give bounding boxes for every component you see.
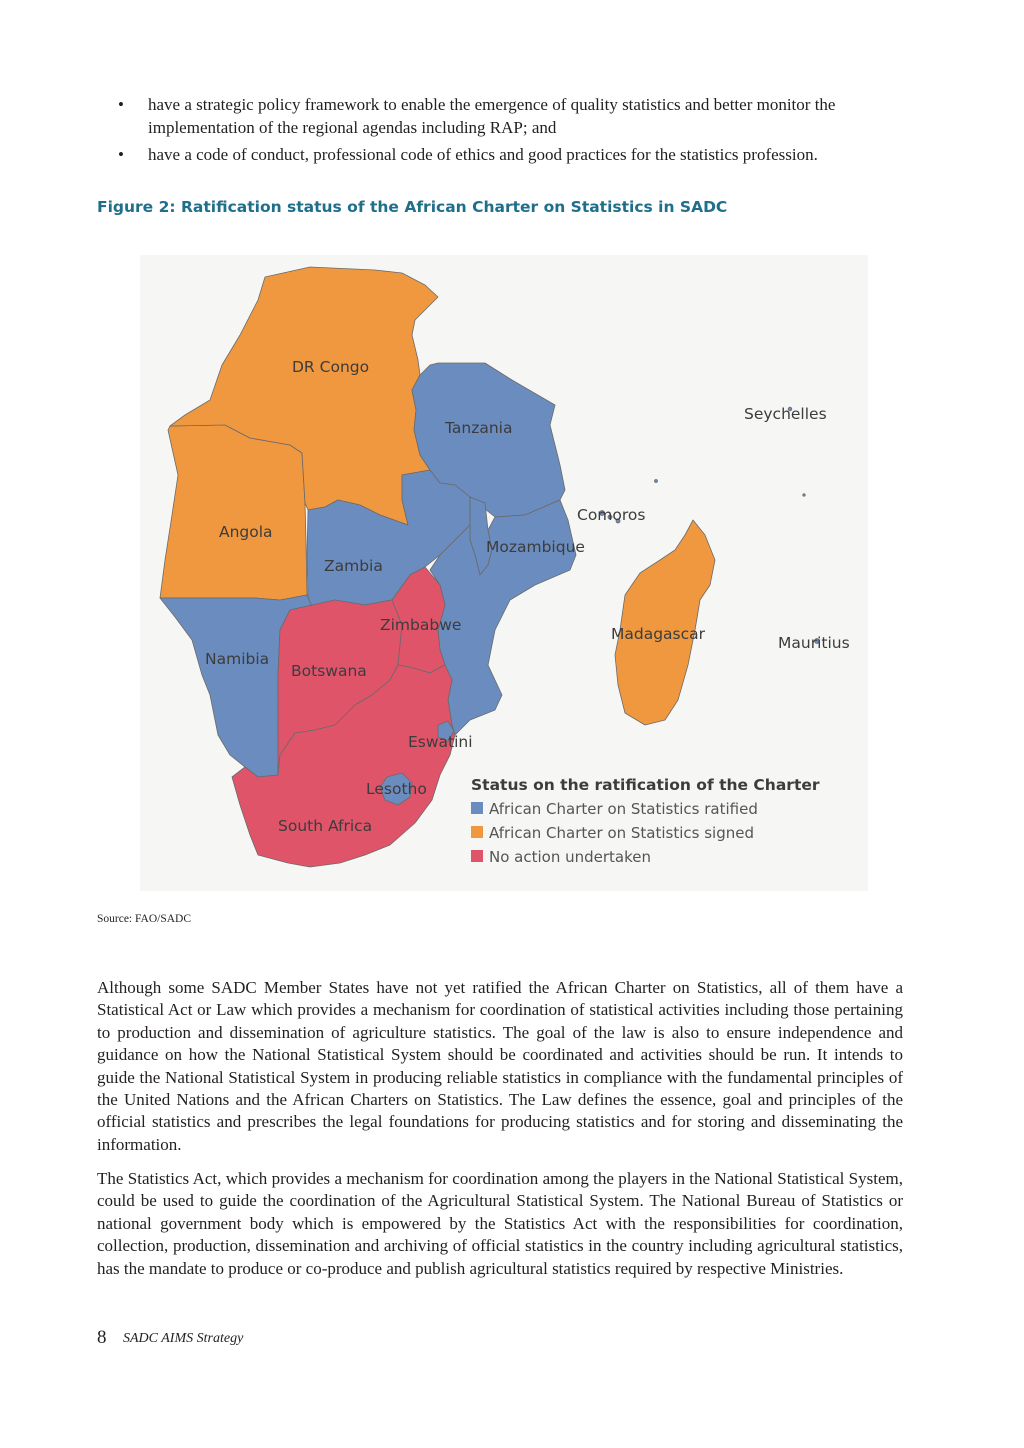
label-comoros: Comoros (577, 506, 646, 524)
sadc-map (140, 255, 868, 891)
map-svg (140, 255, 868, 891)
label-south-africa: South Africa (278, 817, 373, 835)
label-eswatini: Eswatini (408, 733, 473, 751)
label-mauritius: Mauritius (778, 634, 850, 652)
label-madagascar: Madagascar (611, 625, 706, 643)
label-zimbabwe: Zimbabwe (380, 616, 462, 634)
legend-label-signed: African Charter on Statistics signed (489, 824, 754, 842)
bullet-glyph: • (118, 145, 124, 164)
bullet-item (118, 144, 908, 167)
label-botswana: Botswana (291, 662, 367, 680)
paragraph-2: The Statistics Act, which provides a mechanism for coordination among the players in the National Statistical System, could be used to guide the coordination of the Agricultural Statistical System. The National Bureau of Statistics or national government body which is empowered by the Statistics Act with the responsibilities for coordination, collection, production, dissemination and archiving of official statistics in the country including agricultural statistics, has the mandate to produce or co-produce and publish agricultural statistics required by respective Ministries. (97, 1169, 903, 1278)
legend-title: Status on the ratification of the Charter (471, 776, 820, 794)
paragraph-1: Although some SADC Member States have not yet ratified the African Charter on Statistics, all of them have a Statistical Act or Law which provides a mechanism for coordination of statistical activities including those pertaining to production and dissemination of agriculture statistics. The goal of the law is also to ensure independence and guidance on how the National Statistical System should be coordinated and activities should be run. It intends to guide the National Statistical System in producing reliable statistics in compliance with the fundamental principles of the United Nations and the African Charters on Statistics. The Law defines the essence, goal and principles of the official statistics and prescribes the legal foundations for producing statistics and for storing and disseminating the information. (97, 978, 903, 1154)
figure-source: Source: FAO/SADC (97, 913, 192, 925)
figure-caption: Figure 2: Ratification status of the African Charter on Statistics in SADC (97, 198, 728, 216)
label-zambia: Zambia (324, 557, 383, 575)
island-seychelles-2 (655, 480, 658, 483)
legend-swatch-signed (471, 826, 483, 838)
footer-title: SADC AIMS Strategy (123, 1331, 244, 1346)
island-seychelles-3 (803, 494, 805, 496)
label-angola: Angola (219, 523, 273, 541)
label-mozambique: Mozambique (486, 538, 585, 556)
legend-swatch-no-action (471, 850, 483, 862)
bullet-text: have a strategic policy framework to enable the emergence of quality statistics and better monitor the implementation of the regional agendas including RAP; and (148, 95, 836, 137)
label-seychelles: Seychelles (744, 405, 827, 423)
label-drc: DR Congo (292, 358, 370, 376)
legend-label-no-action: No action undertaken (489, 848, 651, 866)
country-madagascar (615, 520, 715, 725)
bullet-glyph: • (118, 95, 124, 114)
label-tanzania: Tanzania (445, 419, 513, 437)
bullet-list (118, 94, 908, 172)
bullet-item (118, 94, 908, 139)
label-namibia: Namibia (205, 650, 270, 668)
label-lesotho: Lesotho (366, 780, 427, 798)
page-number: 8 (97, 1327, 107, 1348)
map-legend (471, 776, 820, 866)
legend-swatch-ratified (471, 802, 483, 814)
country-angola (160, 425, 307, 600)
bullet-text: have a code of conduct, professional code of ethics and good practices for the statistics profession. (148, 145, 818, 164)
legend-label-ratified: African Charter on Statistics ratified (489, 800, 758, 818)
